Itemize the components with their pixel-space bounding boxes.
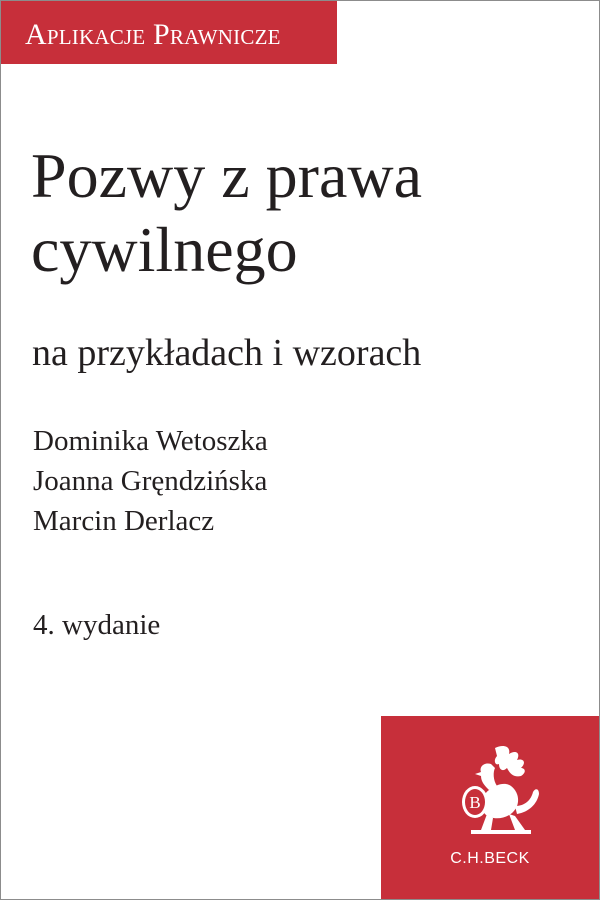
author-name: Marcin Derlacz [33, 505, 215, 537]
author-list [33, 421, 268, 541]
series-band [1, 1, 337, 64]
publisher-block [381, 716, 599, 899]
edition-label: 4. wydanie [33, 609, 161, 641]
author-name: Joanna Gręndzińska [33, 465, 268, 497]
author-name: Dominika Wetoszka [33, 425, 268, 457]
logo-letter: B [469, 793, 481, 812]
publisher-name: C.H.BECK [450, 850, 530, 867]
book-title-line-1: Pozwy z prawa [31, 140, 422, 211]
book-title-line-2: cywilnego [31, 214, 298, 285]
griffin-logo-icon [451, 742, 543, 842]
series-label: Aplikacje Prawnicze [25, 18, 281, 51]
book-title [31, 139, 571, 287]
book-subtitle: na przykładach i wzorach [32, 332, 422, 374]
